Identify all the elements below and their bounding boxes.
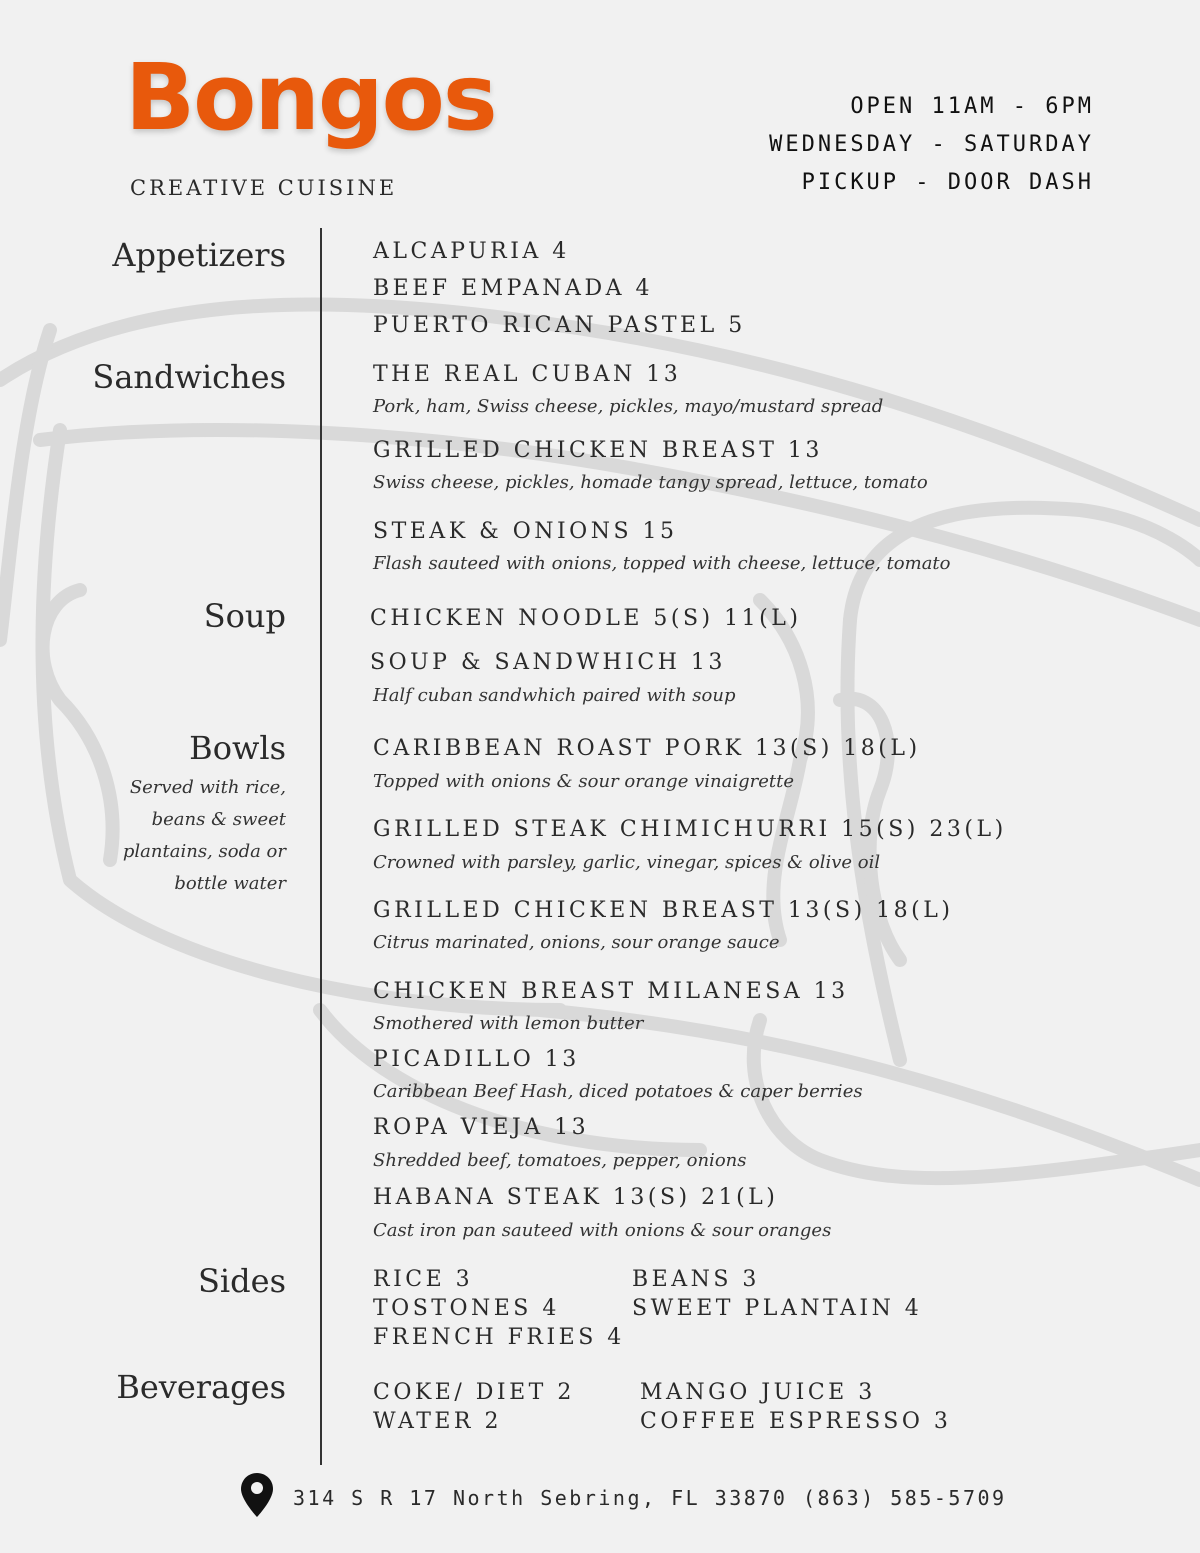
days-line: WEDNESDAY - SATURDAY bbox=[769, 132, 1094, 157]
menu-item-description: Flash sauteed with onions, topped with cheese, lettuce, tomato bbox=[373, 553, 951, 574]
menu-item-description: Smothered with lemon butter bbox=[373, 1013, 644, 1034]
menu-item: ROPA VIEJA 13 bbox=[373, 1115, 590, 1140]
menu-item: HABANA STEAK 13(S) 21(L) bbox=[373, 1185, 779, 1210]
section-title-sandwiches: Sandwiches bbox=[92, 358, 286, 396]
section-title-sides: Sides bbox=[198, 1262, 286, 1300]
side-item: TOSTONES 4 bbox=[373, 1296, 560, 1321]
menu-item-description: Swiss cheese, pickles, homade tangy spread, lettuce, tomato bbox=[373, 472, 928, 493]
vertical-divider bbox=[320, 228, 322, 1465]
beverage-item: COFFEE ESPRESSO 3 bbox=[640, 1409, 952, 1434]
menu-item: CHICKEN BREAST MILANESA 13 bbox=[373, 979, 849, 1004]
section-title-soup: Soup bbox=[203, 597, 286, 635]
beverage-item: WATER 2 bbox=[373, 1409, 502, 1434]
side-item: SWEET PLANTAIN 4 bbox=[632, 1296, 923, 1321]
section-title-bowls: Bowls bbox=[189, 729, 286, 767]
menu-item: GRILLED STEAK CHIMICHURRI 15(S) 23(L) bbox=[373, 817, 1007, 842]
restaurant-logo: Bongos bbox=[125, 44, 496, 151]
menu-item: CARIBBEAN ROAST PORK 13(S) 18(L) bbox=[373, 736, 921, 761]
menu-item: GRILLED CHICKEN BREAST 13(S) 18(L) bbox=[373, 898, 954, 923]
section-title-beverages: Beverages bbox=[116, 1368, 286, 1406]
ordering-line: PICKUP - DOOR DASH bbox=[801, 170, 1094, 195]
menu-item: THE REAL CUBAN 13 bbox=[373, 362, 682, 387]
hours-line: OPEN 11AM - 6PM bbox=[850, 94, 1094, 119]
menu-item-description: Citrus marinated, onions, sour orange sauce bbox=[373, 932, 780, 953]
menu-item-description: Crowned with parsley, garlic, vinegar, spices & olive oil bbox=[373, 852, 881, 873]
section-title-appetizers: Appetizers bbox=[112, 236, 286, 274]
restaurant-tagline: CREATIVE CUISINE bbox=[130, 176, 398, 200]
menu-item: STEAK & ONIONS 15 bbox=[373, 519, 678, 544]
menu-item-description: Shredded beef, tomatoes, pepper, onions bbox=[373, 1150, 747, 1171]
menu-item-description: Topped with onions & sour orange vinaigrette bbox=[373, 771, 794, 792]
side-item: RICE 3 bbox=[373, 1267, 474, 1292]
side-item: FRENCH FRIES 4 bbox=[373, 1325, 625, 1350]
menu-item: BEEF EMPANADA 4 bbox=[373, 276, 653, 301]
menu-item: ALCAPURIA 4 bbox=[373, 239, 570, 264]
location-pin-icon bbox=[241, 1473, 273, 1517]
beverage-item: MANGO JUICE 3 bbox=[640, 1380, 876, 1405]
menu-item-description: Half cuban sandwhich paired with soup bbox=[373, 685, 736, 706]
hours-block bbox=[769, 88, 1094, 202]
menu-item: PUERTO RICAN PASTEL 5 bbox=[373, 313, 746, 338]
beverage-item: COKE/ DIET 2 bbox=[373, 1380, 575, 1405]
footer-address: 314 S R 17 North Sebring, FL 33870 bbox=[293, 1486, 788, 1510]
side-item: BEANS 3 bbox=[632, 1267, 760, 1292]
menu-item-description: Cast iron pan sauteed with onions & sour oranges bbox=[373, 1220, 832, 1241]
menu-item-description: Pork, ham, Swiss cheese, pickles, mayo/mustard spread bbox=[373, 396, 884, 417]
menu-item-description: Caribbean Beef Hash, diced potatoes & caper berries bbox=[373, 1081, 863, 1102]
menu-item: SOUP & SANDWHICH 13 bbox=[370, 650, 726, 675]
menu-item: GRILLED CHICKEN BREAST 13 bbox=[373, 438, 823, 463]
menu-item: PICADILLO 13 bbox=[373, 1047, 580, 1072]
bowls-note: Served with rice, beans & sweet plantains, soda or bottle water bbox=[122, 777, 286, 894]
menu-item: CHICKEN NOODLE 5(S) 11(L) bbox=[370, 606, 802, 631]
footer-phone: (863) 585-5709 bbox=[803, 1486, 1007, 1510]
